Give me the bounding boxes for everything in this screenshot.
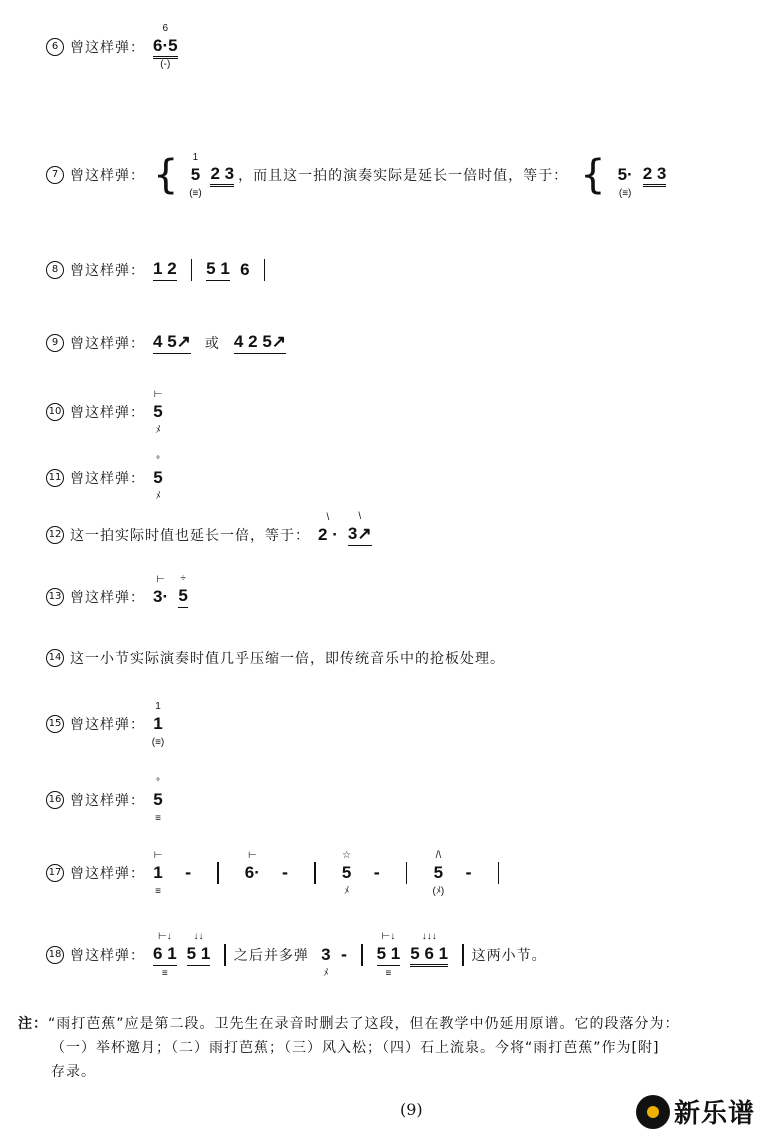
item-label: 曾这样弹： (70, 471, 145, 487)
item-label: 曾这样弹： (70, 793, 145, 809)
item-6 (46, 22, 178, 70)
arpeggio-brace: { (580, 152, 606, 198)
notation (153, 259, 269, 281)
explanation-text: 这两小节。 (471, 948, 547, 964)
note: 1 5 (≡) (189, 152, 202, 199)
item-number: 12 (46, 526, 64, 544)
barline (406, 862, 408, 884)
footnote-line: 存录。 (51, 1064, 96, 1080)
footnote-line: （一）举杯邀月；（二）雨打芭蕉；（三）风入松；（四）石上流泉。今将“雨打芭蕉”作为[附] (51, 1040, 660, 1056)
arpeggio-brace: { (153, 152, 179, 198)
item-7 (46, 152, 667, 199)
item-label: 曾这样弹： (70, 866, 145, 882)
notation (580, 152, 667, 199)
item-15 (46, 701, 165, 748)
item-label: 曾这样弹： (70, 948, 145, 964)
notation (153, 332, 286, 354)
note: \ 2 · (318, 512, 338, 544)
note: 3 ﾒ (321, 945, 331, 979)
item-label: 曾这样弹： (70, 717, 145, 733)
record-disc-icon (636, 1095, 670, 1129)
note: 6 6·5 (-) (153, 22, 178, 70)
note: ↓↓↓ 5 6 1 (410, 944, 448, 967)
item-number: 13 (46, 588, 64, 606)
note: ↓↓ 5 1 (187, 944, 211, 966)
note: 4 5↗ (153, 332, 191, 354)
barline (498, 862, 500, 884)
item-12 (46, 511, 372, 550)
barline (264, 259, 266, 281)
notation (153, 152, 235, 199)
logo-text: 新乐谱 (674, 1099, 756, 1129)
item-17 (46, 850, 503, 897)
note: 4 2 5↗ (234, 332, 286, 354)
item-number: 16 (46, 791, 64, 809)
note: ⊢ 5 ﾒ (153, 389, 163, 436)
item-label: 曾这样弹： (70, 168, 145, 184)
item-18 (46, 930, 551, 979)
item-number: 7 (46, 166, 64, 184)
note: ⊢↓ 5 1 ≡ (376, 931, 401, 979)
item-number: 14 (46, 649, 64, 667)
item-number: 17 (46, 864, 64, 882)
notation (153, 22, 178, 70)
item-16 (46, 777, 163, 824)
item-label: 曾这样弹： (70, 336, 145, 352)
item-label: 曾这样弹： (70, 263, 145, 279)
item-label: 这一小节实际演奏时值几乎压缩一倍，即传统音乐中的抢板处理。 (70, 651, 505, 667)
site-logo (636, 1093, 755, 1130)
dash: - (373, 864, 380, 882)
note: ⊢ 6· (244, 850, 260, 882)
barline (191, 259, 193, 281)
item-number: 10 (46, 403, 64, 421)
note: ⊢ 3· (153, 574, 169, 606)
note: \ 3↗ (348, 524, 372, 546)
barline (361, 944, 363, 966)
note: /\ 5 (ﾒ) (432, 850, 445, 897)
item-number: 6 (46, 38, 64, 56)
dash: - (340, 946, 348, 964)
page-number: (9) (400, 1100, 423, 1119)
note: 1 1 (≡) (151, 701, 165, 748)
item-9 (46, 328, 286, 358)
item-label: 这一拍实际时值也延长一倍，等于： (70, 528, 310, 544)
explanation-text: 之后并多弹 (233, 948, 309, 964)
barline (314, 862, 316, 884)
item-label: 曾这样弹： (70, 40, 145, 56)
item-number: 8 (46, 261, 64, 279)
item-number: 18 (46, 946, 64, 964)
barline (224, 944, 226, 966)
item-number: 9 (46, 334, 64, 352)
note: ° 5 ﾒ (153, 455, 163, 502)
note: 5· (≡) (617, 165, 633, 199)
note: ° 5 ≡ (153, 777, 163, 824)
footnote (18, 1012, 758, 1084)
note: ⊢↓ 6 1 ≡ (153, 931, 177, 979)
note: 2 3 (643, 164, 667, 187)
note: ⊢ 1 ≡ (153, 850, 163, 897)
or-text: 或 (204, 336, 220, 352)
note: 6 (240, 260, 250, 279)
item-10 (46, 389, 163, 436)
item-11 (46, 455, 163, 502)
footnote-line: “雨打芭蕉”应是第二段。卫先生在录音时删去了这段，但在教学中仍延用原谱。它的段落分为： (48, 1016, 680, 1032)
dash: - (185, 864, 192, 882)
item-label: 曾这样弹： (70, 405, 145, 421)
note: 2 3 (210, 164, 234, 187)
note: ÷ 5 (178, 586, 188, 608)
barline (217, 862, 219, 884)
item-13 (46, 573, 188, 612)
dash: - (281, 864, 289, 882)
barline (462, 944, 464, 966)
note: ☆ 5 ﾒ (341, 850, 352, 897)
item-8 (46, 255, 269, 285)
item-14 (46, 643, 505, 673)
explanation-text: ，而且这一拍的演奏实际是延长一倍时值，等于： (238, 168, 569, 184)
item-label: 曾这样弹： (70, 590, 145, 606)
item-number: 15 (46, 715, 64, 733)
item-number: 11 (46, 469, 64, 487)
note: 1 2 (153, 259, 177, 281)
dash: - (465, 864, 472, 882)
footnote-prefix: 注： (18, 1016, 48, 1032)
note: 5 1 (206, 259, 230, 281)
